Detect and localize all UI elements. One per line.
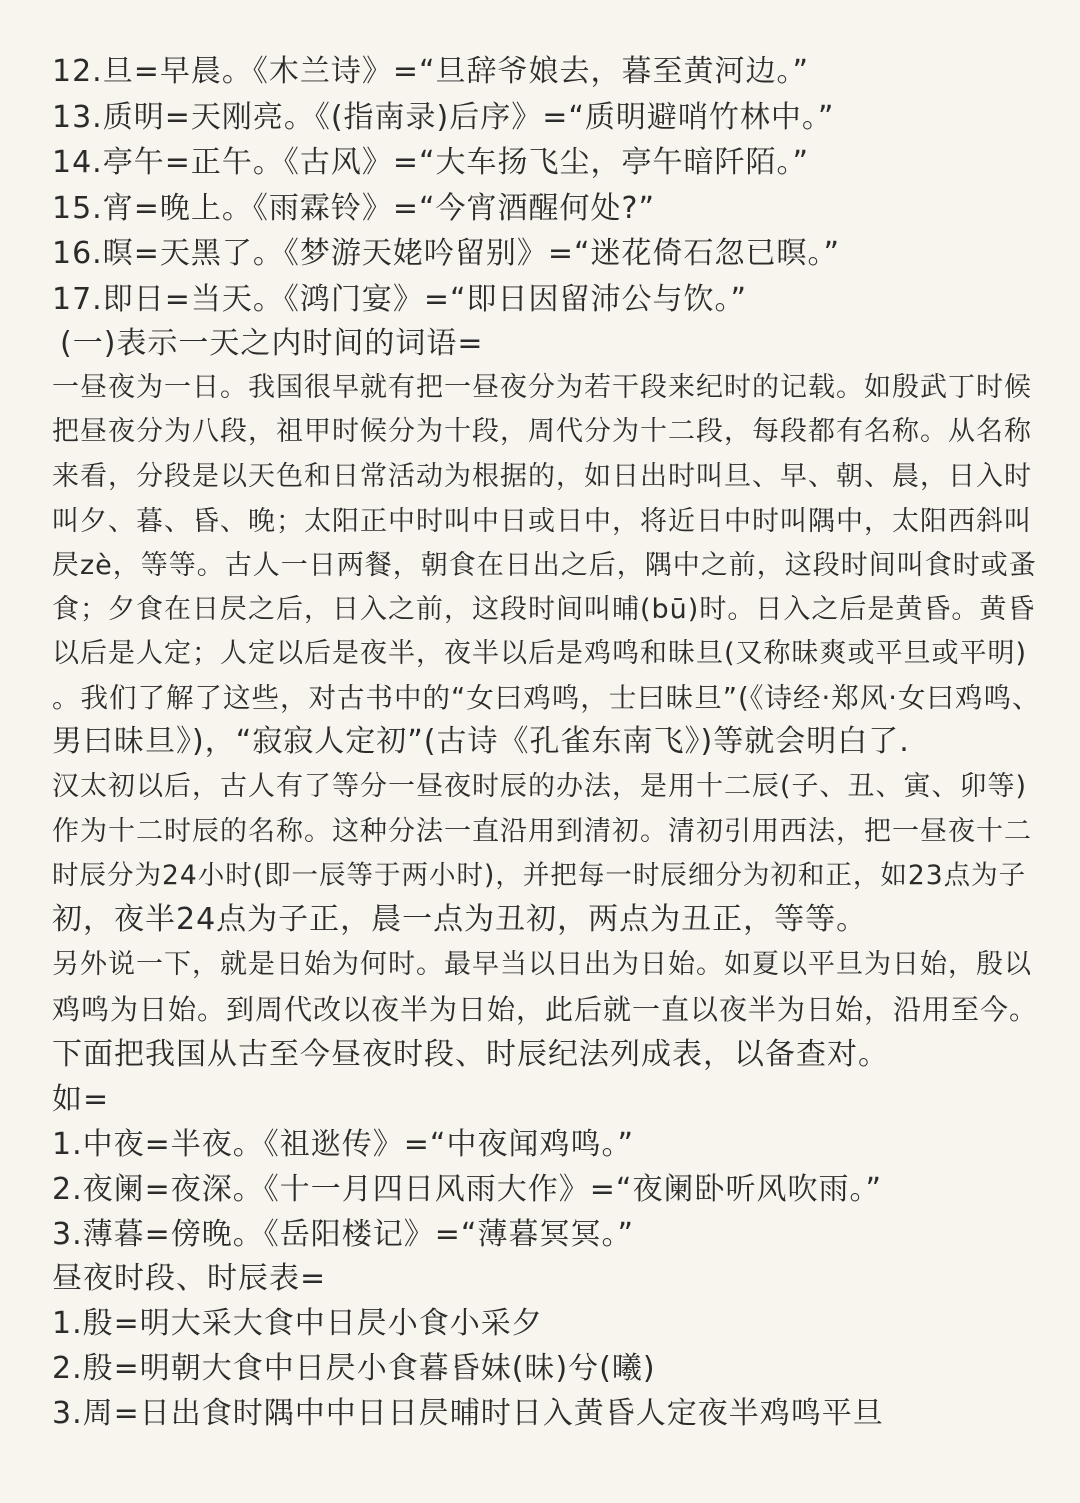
text-line: 如=: [52, 1082, 110, 1117]
text-line: 昃zè，等等。古人一日两餐，朝食在日出之后，隅中之前，这段时间叫食时或蚤: [52, 550, 1037, 581]
text-line: 食；夕食在日昃之后，日入之前，这段时间叫晡(bū)时。日入之后是黄昏。黄昏: [52, 594, 1036, 625]
text-line: 2.夜阑=夜深。《十一月四日风雨大作》=“夜阑卧听风吹雨。”: [52, 1172, 882, 1207]
text-line: 14.亭午=正午。《古风》=“大车扬飞尘，亭午暗阡陌。”: [52, 145, 810, 180]
section-heading: 昼夜时段、时辰表=: [52, 1261, 327, 1296]
text-line: 1.殷=明大采大食中日昃小食小采夕: [52, 1306, 543, 1341]
text-line: 汉太初以后，古人有了等分一昼夜时辰的办法，是用十二辰(子、丑、寅、卯等): [52, 771, 1028, 802]
text-line: 2.殷=明朝大食中日昃小食暮昏妹(昧)兮(曦): [52, 1351, 656, 1386]
text-line: 叫夕、暮、昏、晚；太阳正中时叫中日或日中，将近日中时叫隅中，太阳西斜叫: [52, 506, 1032, 537]
text-line: 初，夜半24点为子正，晨一点为丑初，两点为丑正，等等。: [52, 902, 868, 937]
text-line: 3.薄暮=傍晚。《岳阳楼记》=“薄暮冥冥。”: [52, 1217, 634, 1252]
text-line: 16.暝=天黑了。《梦游天姥吟留别》=“迷花倚石忽已暝。”: [52, 236, 841, 271]
text-line: 来看，分段是以天色和日常活动为根据的，如日出时叫旦、早、朝、晨，日入时: [52, 461, 1032, 492]
text-line: 把昼夜分为八段，祖甲时候分为十段，周代分为十二段，每段都有名称。从名称: [52, 416, 1032, 447]
text-line: 以后是人定；人定以后是夜半，夜半以后是鸡鸣和昧旦(又称昧爽或平旦或平明): [52, 638, 1028, 669]
text-line: 12.旦=早晨。《木兰诗》=“旦辞爷娘去，暮至黄河边。”: [52, 54, 810, 89]
text-line: 17.即日=当天。《鸿门宴》=“即日因留沛公与饮。”: [52, 282, 748, 317]
text-line: 1.中夜=半夜。《祖逖传》=“中夜闻鸡鸣。”: [52, 1127, 634, 1162]
text-line: 男曰昧旦》)，“寂寂人定初”(古诗《孔雀东南飞》)等就会明白了.: [52, 724, 910, 759]
text-line: 时辰分为24小时(即一辰等于两小时)，并把每一时辰细分为初和正，如23点为子: [52, 860, 1027, 891]
text-line: 下面把我国从古至今昼夜时段、时辰纪法列成表，以备查对。: [52, 1037, 889, 1072]
text-line: 13.质明=天刚亮。《(指南录)后序》=“质明避哨竹林中。”: [52, 100, 835, 135]
text-line: 3.周=日出食时隅中中日日昃晡时日入黄昏人定夜半鸡鸣平旦: [52, 1396, 884, 1431]
text-line: 另外说一下，就是日始为何时。最早当以日出为日始。如夏以平旦为日始，殷以: [52, 949, 1032, 980]
text-line: 作为十二时辰的名称。这种分法一直沿用到清初。清初引用西法，把一昼夜十二: [52, 816, 1032, 847]
text-line: 。我们了解了这些，对古书中的“女曰鸡鸣，士曰昧旦”(《诗经·郑风·女曰鸡鸣、: [52, 682, 1041, 714]
text-line: 鸡鸣为日始。到周代改以夜半为日始，此后就一直以夜半为日始，沿用至今。: [52, 993, 1039, 1026]
text-line: 一昼夜为一日。我国很早就有把一昼夜分为若干段来纪时的记载。如殷武丁时候: [52, 372, 1032, 403]
section-heading: (一)表示一天之内时间的词语=: [60, 326, 484, 361]
text-line: 15.宵=晚上。《雨霖铃》=“今宵酒醒何处?”: [52, 191, 655, 226]
